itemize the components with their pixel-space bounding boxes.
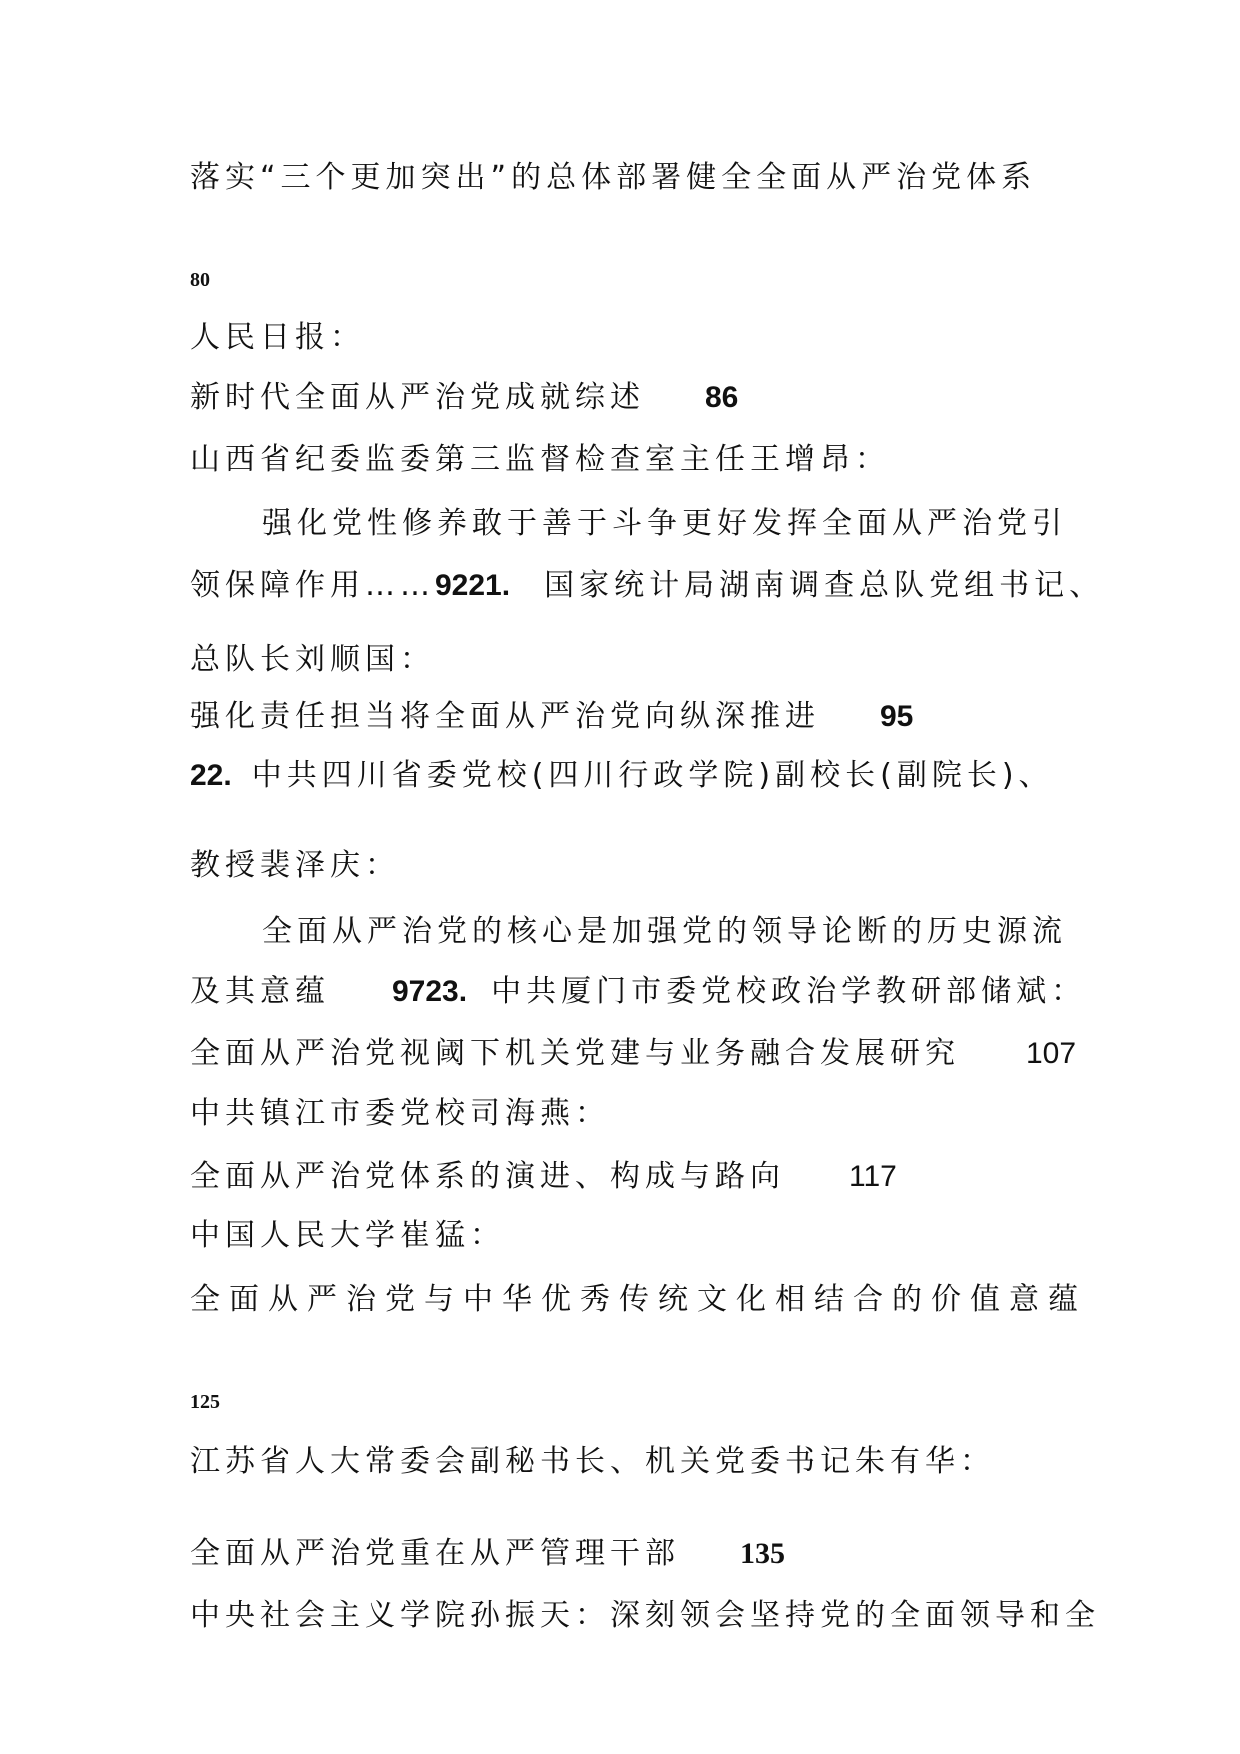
toc-entry <box>190 697 913 737</box>
toc-author: 山西省纪委监委第三监督检查室主任王增昂： <box>190 442 890 477</box>
entry-text: 强化责任担当将全面从严治党向纵深推进 <box>190 699 820 734</box>
entry-number: 22. <box>190 759 232 792</box>
toc-entry <box>190 972 1086 1012</box>
toc-author: 江苏省人大常委会副秘书长、机关党委书记朱有华： <box>190 1444 995 1479</box>
page-number: 95 <box>880 700 914 733</box>
page-number: 135 <box>740 1537 785 1570</box>
toc-entry <box>190 1157 897 1197</box>
entry-text: 及其意蕴 <box>190 974 330 1009</box>
toc-author: 中共镇江市委党校司海燕： <box>190 1096 610 1131</box>
page-number: 9221. <box>435 569 511 602</box>
toc-author: 教授裴泽庆： <box>190 848 400 883</box>
page-number: 117 <box>849 1160 897 1193</box>
page-number: 80 <box>190 269 210 291</box>
page-number: 125 <box>190 1391 220 1413</box>
entry-text: 国家统计局湖南调查总队党组书记、 <box>544 568 1105 603</box>
toc-entry <box>190 378 738 418</box>
page-number: 107 <box>1026 1037 1077 1070</box>
toc-entry <box>190 1034 1076 1074</box>
entry-text: 全面从严治党重在从严管理干部 <box>190 1536 680 1571</box>
entry-text: 中共厦门市委党校政治学教研部储斌： <box>491 974 1087 1009</box>
entry-text: 领保障作用…… <box>190 568 435 603</box>
toc-author <box>190 756 1054 796</box>
page-number: 86 <box>705 381 739 414</box>
toc-author: 中央社会主义学院孙振天：深刻领会坚持党的全面领导和全 <box>190 1598 1100 1633</box>
entry-text: 中共四川省委党校(四川行政学院)副校长(副院长)、 <box>251 758 1054 793</box>
toc-entry: 全面从严治党的核心是加强党的领导论断的历史源流 <box>262 914 1067 949</box>
toc-author: 中国人民大学崔猛： <box>190 1218 505 1253</box>
entry-text: 落实“三个更加突出”的总体部署健全全面从严治党体系 <box>190 160 1037 195</box>
toc-entry: 全面从严治党与中华优秀传统文化相结合的价值意蕴 <box>190 1282 1087 1317</box>
toc-entry <box>190 566 1104 606</box>
toc-entry-title <box>190 158 1036 198</box>
toc-author: 人民日报： <box>190 320 365 355</box>
toc-entry: 强化党性修养敢于善于斗争更好发挥全面从严治党引 <box>262 506 1067 541</box>
entry-text: 全面从严治党体系的演进、构成与路向 <box>190 1159 785 1194</box>
toc-entry <box>190 1534 785 1574</box>
toc-author: 总队长刘顺国： <box>190 642 435 677</box>
entry-text: 新时代全面从严治党成就综述 <box>190 380 645 415</box>
entry-text: 全面从严治党视阈下机关党建与业务融合发展研究 <box>190 1036 960 1071</box>
page-number: 9723. <box>392 975 468 1008</box>
